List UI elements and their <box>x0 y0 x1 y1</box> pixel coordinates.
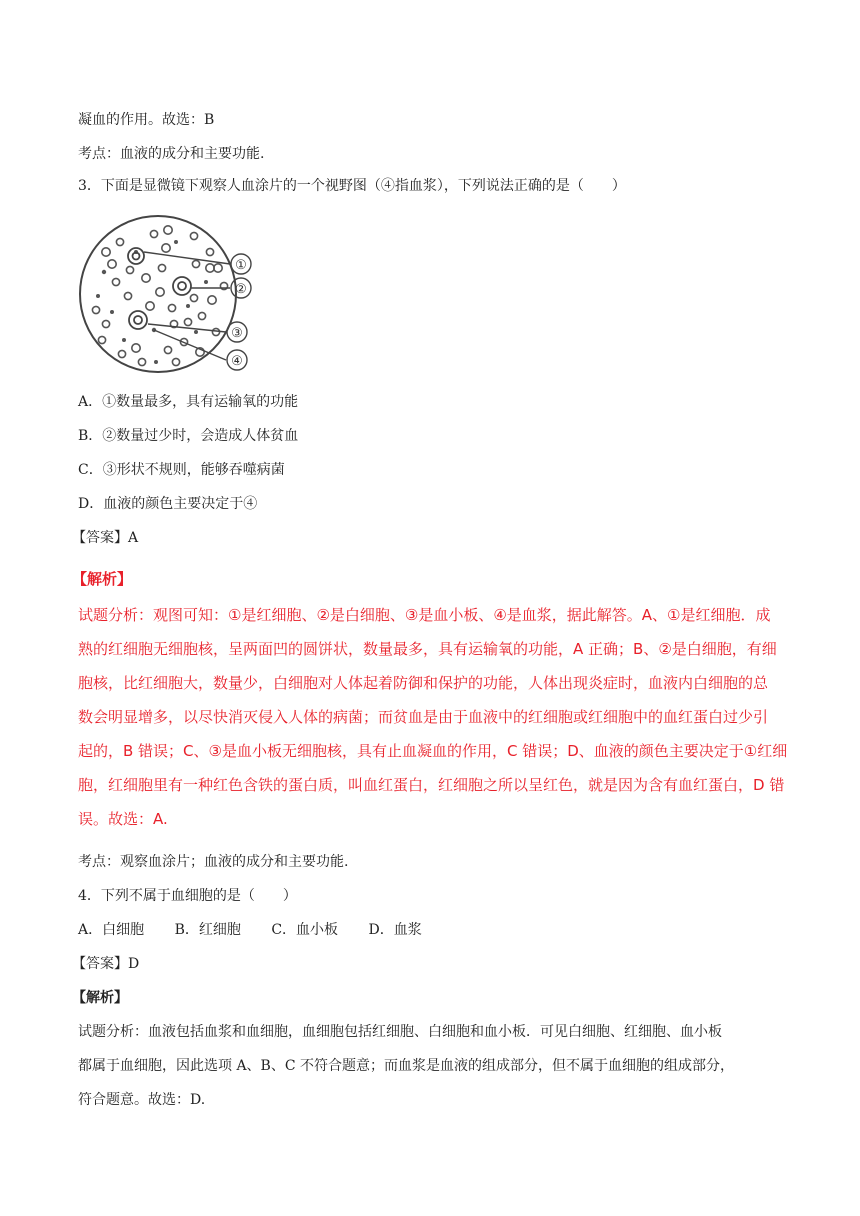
analysis-line: 试题分析：血液包括血浆和血细胞，血细胞包括红细胞、白细胞和血小板．可见白细胞、红细胞、血小板 <box>78 1024 722 1040</box>
red-blood-cell <box>184 318 191 325</box>
question-3-answer: 【答案】A <box>72 530 139 546</box>
question-3-option-b: B．②数量过少时，会造成人体贫血 <box>78 428 299 444</box>
red-blood-cell <box>102 320 109 327</box>
red-blood-cells <box>92 226 227 366</box>
red-blood-cell <box>116 238 123 245</box>
previous-answer-tail: 凝血的作用。故选：B <box>78 112 215 128</box>
analysis-line: 起的，B 错误；C、③是血小板无细胞核，具有止血凝血的作用，C 错误；D、血液的颜色主要决定于①红细 <box>78 742 788 760</box>
red-blood-cell <box>214 264 222 272</box>
red-blood-cell <box>156 288 164 296</box>
analysis-line: 符合题意。故选：D. <box>78 1092 206 1108</box>
red-blood-cell <box>146 302 154 310</box>
red-blood-cell <box>168 304 175 311</box>
red-blood-cell <box>126 266 133 273</box>
red-blood-cell <box>164 226 172 234</box>
red-blood-cell <box>208 296 216 304</box>
question-4-answer: 【答案】D <box>72 956 140 972</box>
red-blood-cell <box>108 260 116 268</box>
question-4-options <box>78 920 448 940</box>
red-blood-cell <box>198 312 205 319</box>
red-blood-cell <box>206 264 214 272</box>
analysis-line: 数会明显增多，以尽快消灭侵入人体的病菌；而贫血是由于血液中的红细胞或红细胞中的血红蛋白过少引 <box>78 708 769 726</box>
figure-label-2: ② <box>235 282 247 297</box>
red-blood-cell <box>172 358 179 365</box>
red-blood-cell <box>92 306 99 313</box>
red-blood-cell <box>112 278 119 285</box>
analysis-line: 胞核，比红细胞大，数量少，白细胞对人体起着防御和保护的功能，人体出现炎症时，血液内白细胞的总 <box>78 674 769 692</box>
question-4-option-a: A．白细胞 <box>78 922 145 938</box>
question-3-stem: 3．下面是显微镜下观察人血涂片的一个视野图（④指血浆），下列说法正确的是（ ） <box>78 178 626 194</box>
red-blood-cell <box>150 230 157 237</box>
figure-label-4: ④ <box>231 354 243 369</box>
red-blood-cell <box>124 292 131 299</box>
question-4-analysis-heading: 【解析】 <box>72 990 128 1006</box>
question-4-option-c: C．血小板 <box>271 922 339 938</box>
analysis-line: 熟的红细胞无细胞核，呈两面凹的圆饼状，数量最多，具有运输氧的功能，A 正确；B、②是白细胞，有细 <box>78 640 777 658</box>
red-blood-cell <box>102 248 110 256</box>
question-3-analysis-heading: 【解析】 <box>72 570 133 588</box>
red-blood-cell <box>132 344 140 352</box>
previous-kaodian: 考点：血液的成分和主要功能. <box>78 146 265 162</box>
figure-label-3: ③ <box>231 326 243 341</box>
question-4-option-b: B．红细胞 <box>174 922 241 938</box>
analysis-line: 误。故选：A. <box>78 810 168 828</box>
analysis-line: 试题分析：观图可知：①是红细胞、②是白细胞、③是血小板、④是血浆，据此解答。A、①是红细胞．成 <box>78 606 771 624</box>
red-blood-cell <box>190 294 197 301</box>
red-blood-cell <box>162 244 170 252</box>
analysis-line: 都属于血细胞，因此选项 A、B、C 不符合题意；而血浆是血液的组成部分，但不属于血细胞的组成部分， <box>78 1058 735 1074</box>
red-blood-cell <box>138 358 145 365</box>
question-3-option-a: A．①数量最多，具有运输氧的功能 <box>78 394 299 410</box>
red-blood-cell <box>142 274 150 282</box>
figure-label-1: ① <box>235 258 247 273</box>
question-3-option-d: D．血液的颜色主要决定于④ <box>78 496 258 512</box>
question-3-option-c: C．③形状不规则，能够吞噬病菌 <box>78 462 285 478</box>
red-blood-cell <box>98 336 105 343</box>
red-blood-cell <box>206 248 213 255</box>
red-blood-cell <box>118 350 125 357</box>
red-blood-cell <box>158 264 165 271</box>
red-blood-cell <box>164 346 171 353</box>
question-4-option-d: D．血浆 <box>368 922 422 938</box>
red-blood-cell <box>192 260 199 267</box>
blood-smear-figure <box>76 212 266 380</box>
analysis-line: 胞，红细胞里有一种红色含铁的蛋白质，叫血红蛋白，红细胞之所以呈红色，就是因为含有血红蛋白，D 错 <box>78 776 785 794</box>
question-3-kaodian: 考点：观察血涂片；血液的成分和主要功能. <box>78 854 349 870</box>
red-blood-cell <box>212 328 219 335</box>
red-blood-cell <box>190 232 197 239</box>
question-4-stem: 4．下列不属于血细胞的是（ ） <box>78 888 297 904</box>
